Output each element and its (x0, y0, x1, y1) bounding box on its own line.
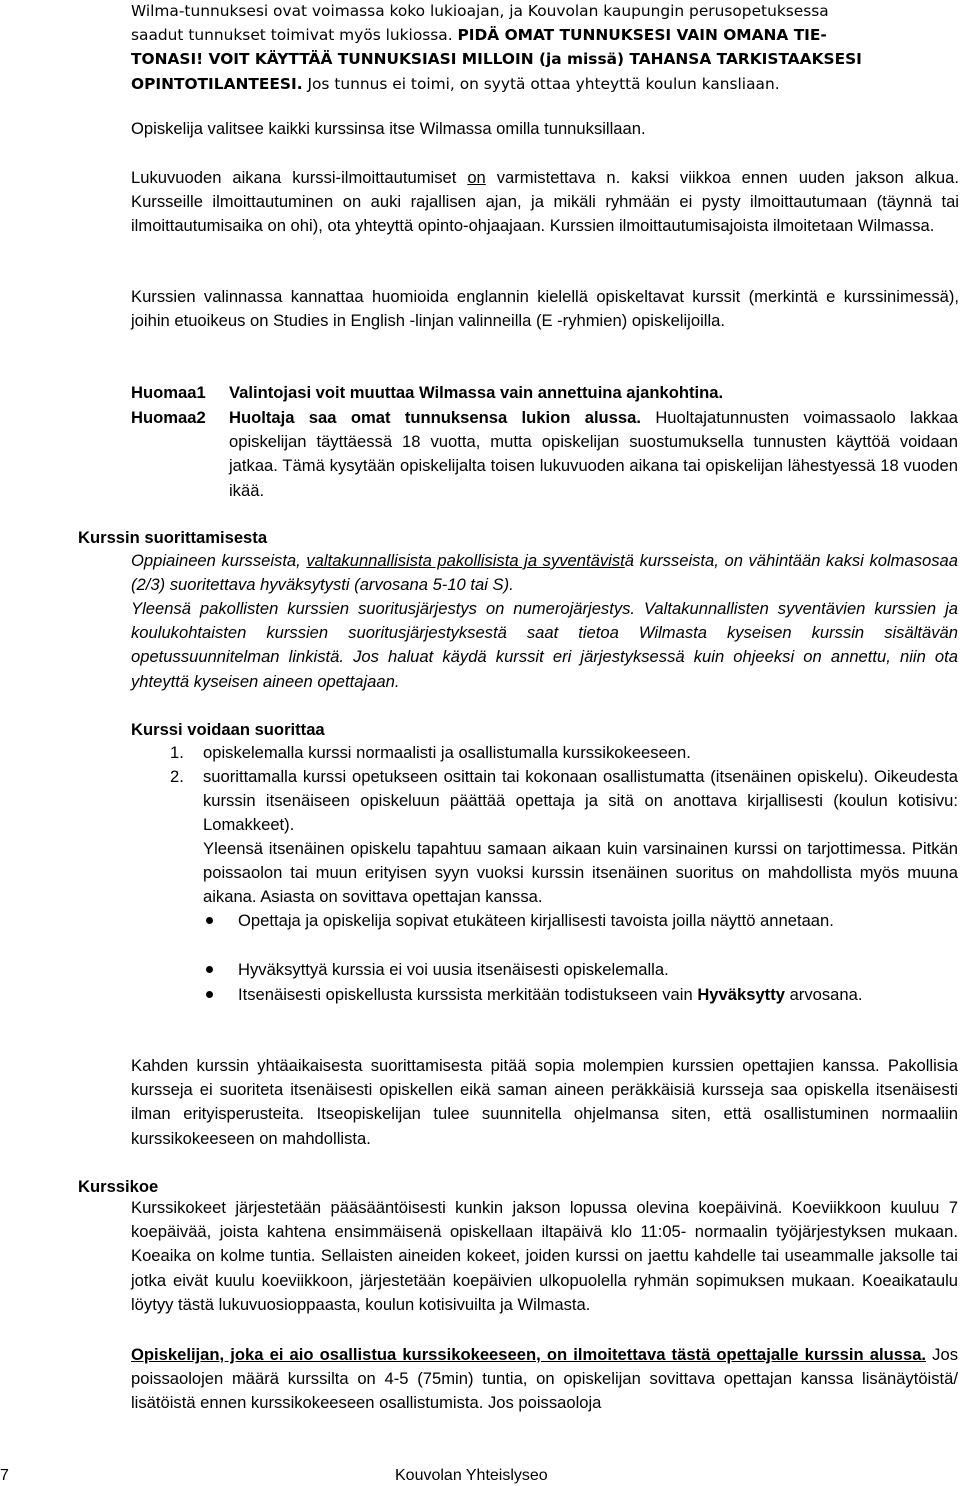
bullet-icon (206, 917, 213, 924)
intro-line-3: TONASI! VOIT KÄYTTÄÄ TUNNUKSIASI MILLOIN (ja missä) TAHANSA TARKISTAAKSESI (131, 50, 862, 69)
intro-paragraph (131, 0, 960, 96)
intro-warning: PIDÄ OMAT TUNNUKSESI VAIN OMANA TIE- (457, 26, 827, 45)
page-number: 7 (0, 1467, 9, 1484)
bullet-icon (206, 966, 213, 973)
exam-paragraph-2: Opiskelijan, joka ei aio osallistua kurssikokeeseen, on ilmoitettava tästä opettajalle kurssin alussa. Jos poissaolojen määrä kurssilta on 4-5 (75min) tuntia, on opiskelijan sovittava opettajan kanssa lisänäytöistä/ lisätöistä ennen kurssikokeeseen osallistumista. Jos poissaoloja (131, 1345, 958, 1413)
footer-school-name: Kouvolan Yhteislyseo (395, 1467, 548, 1484)
completion-paragraph-1: Oppiaineen kursseista, valtakunnallisista pakollisista ja syventävistä kursseista, on vähintään kaksi kolmasosaa (2/3) suoritettava hyväksytysti (arvosana 5-10 tai S). (131, 551, 958, 595)
intro-line-4: OPINTOTILANTEESI. Jos tunnus ei toimi, on syytä ottaa yhteyttä koulun kansliaan. (131, 74, 780, 93)
list-item-2-extra: Yleensä itsenäinen opiskelu tapahtuu samaan aikaan kuin varsinainen kurssi on tarjottimessa. Pitkän poissaolon tai muun erityisen syyn vuoksi kurssin itsenäinen suoritus on mahdollista myös muuna aikana. Asiasta on sovittava opettajan kanssa. (203, 839, 958, 907)
completion-paragraph-3: Kahden kurssin yhtäaikaisesta suorittamisesta pitää sopia molempien kurssien opettajien kanssa. Pakollisia kursseja ei suoriteta itsenäisesti opiskellen eikä saman aineen peräkkäisiä kursseja saa opiskella itsenäisesti ilman erityisperusteita. Itseopiskelijan tulee suunnitella ohjelmansa siten, että osallistuminen normaaliin kurssikokeeseen on mahdollista. (131, 1056, 958, 1148)
bullet-item-2: Hyväksyttyä kurssia ei voi uusia itsenäisesti opiskelemalla. (238, 960, 669, 979)
note-1-text: Valintojasi voit muuttaa Wilmassa vain annettuina ajankohtina. (229, 383, 724, 402)
list-item-2: suorittamalla kurssi opetukseen osittain tai kokonaan osallistumatta (itsenäinen opiskelu). Oikeudesta kurssin itsenäiseen opiskeluun päättää opettaja ja sitä on anottava kirjallisesti (koulun kotisivu: Lomakkeet). (203, 767, 958, 835)
completion-paragraph-2: Yleensä pakollisten kurssien suoritusjärjestys on numerojärjestys. Valtakunnallisten syventävien kurssien ja koulukohtaisten kurssien suoritusjärjestyksestä saat tietoa Wilmasta kyseisen kurssin sisältävän opetussuunnitelman linkistä. Jos haluat käydä kurssit eri järjestyksessä kuin ohjeeksi on annettu, niin ota yhteyttä kyseisen aineen opettajaan. (131, 599, 958, 691)
select-paragraph: Opiskelija valitsee kaikki kurssinsa itse Wilmassa omilla tunnuksillaan. (131, 119, 646, 138)
bullet-icon (206, 991, 213, 998)
enroll-paragraph: Lukuvuoden aikana kurssi-ilmoittautumiset on varmistettava n. kaksi viikkoa ennen uuden jakson alkua. Kursseille ilmoittautuminen on auki rajallisen ajan, ja mikäli ryhmään ei pysty ilmoittautumaan (täynnä tai ilmoittautumisaika on ohi), ota yhteyttä opinto-ohjaajaan. Kurssien ilmoittautumisajoista ilmoitetaan Wilmassa. (131, 168, 959, 236)
note-2-label: Huomaa2 (131, 408, 206, 427)
exam-paragraph-1: Kurssikokeet järjestetään pääsääntöisesti kunkin jakson lopussa olevina koepäivinä. Koeviikkoon kuuluu 7 koepäivää, joista kahtena ensimmäisenä opiskellaan iltapäivä klo 11:05- normaalin työjärjestyksen mukaan. Koeaika on kolme tuntia. Sellaisten aineiden kokeet, joiden kurssi on jaettu kahdelle tai useammalle jaksolle tai jotka eivät kuulu koeviikkoon, järjestetään koepäivien ulkopuolella ryhmän sopimuksen mukaan. Koeaikataulu löytyy tästä lukuvuosioppaasta, koulun kotisivuilta ja Wilmasta. (131, 1198, 958, 1314)
section-heading-completion: Kurssin suorittamisesta (78, 528, 268, 547)
list-marker-1: 1. (170, 743, 184, 762)
intro-line-2: saadut tunnukset toimivat myös lukiossa. PIDÄ OMAT TUNNUKSESI VAIN OMANA TIE- (131, 26, 827, 45)
english-courses-paragraph: Kurssien valinnassa kannattaa huomioida englannin kielellä opiskeltavat kurssit (merkintä e kurssinimessä), joihin etuoikeus on Studies in English -linjan valinneilla (E -ryhmien) opiskelijoilla. (131, 287, 959, 331)
note-1-label: Huomaa1 (131, 383, 206, 402)
bullet-item-3: Itsenäisesti opiskellusta kurssista merkitään todistukseen vain Hyväksytty arvosana. (238, 985, 863, 1004)
section-heading-exam: Kurssikoe (78, 1177, 159, 1196)
bullet-item-1: Opettaja ja opiskelija sopivat etukäteen kirjallisesti tavoista joilla näyttö annetaan. (238, 911, 834, 930)
intro-line-1: Wilma-tunnuksesi ovat voimassa koko lukioajan, ja Kouvolan kaupungin perusopetuksessa (131, 2, 829, 20)
note-2-text: Huoltaja saa omat tunnuksensa lukion alussa. Huoltajatunnusten voimassaolo lakkaa opiskelijan täyttäessä 18 vuotta, mutta opiskelijan suostumuksella tunnusten käyttöä voidaan jatkaa. Tämä kysytään opiskelijalta toisen lukuvuoden aikana tai opiskelijan lähestyessä 18 vuoden ikää. (229, 408, 958, 500)
list-marker-2: 2. (170, 767, 184, 786)
subheading-completion-ways: Kurssi voidaan suorittaa (131, 720, 325, 739)
list-item-1: opiskelemalla kurssi normaalisti ja osallistumalla kurssikokeeseen. (203, 743, 691, 762)
